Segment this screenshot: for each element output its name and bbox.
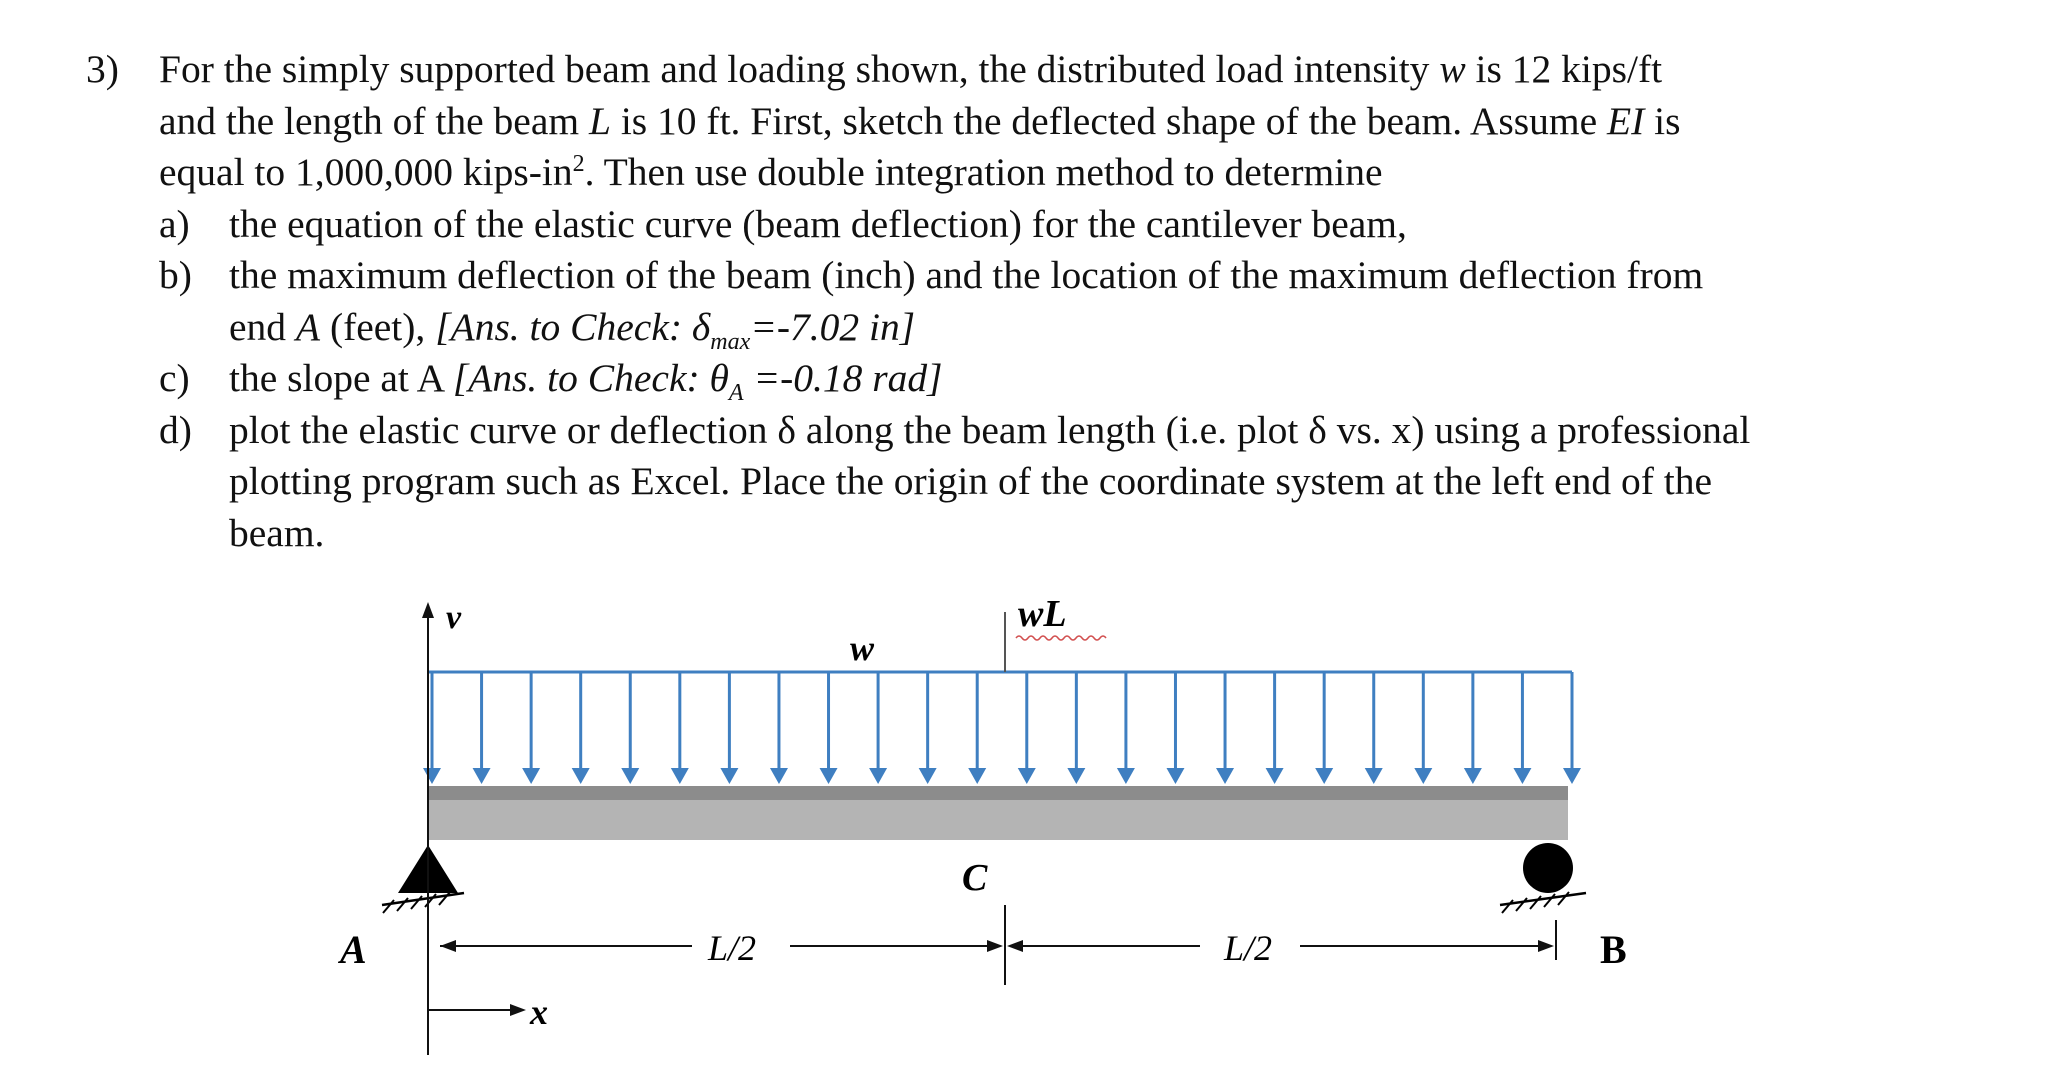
problem-number: 3) (86, 47, 119, 91)
problem-statement (86, 44, 1996, 559)
item-text: end (229, 304, 296, 349)
item-label: b) (159, 253, 192, 297)
load-arrow-head (1414, 768, 1432, 784)
dimension-lines (440, 905, 1556, 985)
ground-line-left (382, 893, 464, 905)
label-w: w (850, 628, 875, 668)
dim-arrowhead (1538, 940, 1554, 952)
item-label: c) (159, 356, 190, 400)
x-axis-arrowhead (510, 1004, 526, 1016)
roller-support-right (1523, 843, 1573, 893)
var-L: L (588, 98, 611, 143)
answer-check-c: [Ans. to Check: $\theta_A =-0.18$ rad] (452, 356, 943, 406)
ground-line-right (1500, 893, 1586, 905)
load-arrow-head (1067, 768, 1085, 784)
var-w: w (1439, 47, 1466, 91)
label-B: B (1600, 927, 1627, 972)
answer-check-b: [Ans. to Check: $\delta_{max}=-7.02$ in] (435, 304, 916, 355)
load-arrow-head (423, 768, 441, 784)
pin-support-left (398, 845, 458, 893)
var-A: A (295, 304, 321, 349)
load-arrow-head (1315, 768, 1333, 784)
intro-line-2 (86, 96, 1996, 148)
intro-text: is (1644, 98, 1681, 143)
load-arrow-head (522, 768, 540, 784)
beam-top-edge (428, 786, 1568, 800)
var-EI: EI (1606, 98, 1645, 143)
load-arrow-head (919, 768, 937, 784)
item-d-line-3: beam. (229, 510, 325, 555)
load-arrow-head (1464, 768, 1482, 784)
intro-text: . Then use double integration method to determine (584, 150, 1383, 194)
load-arrow-head (968, 768, 986, 784)
label-wL: wL (1018, 593, 1067, 635)
label-x: x (530, 992, 548, 1032)
item-c (86, 353, 1996, 405)
item-d-line-2: plotting program such as Excel. Place the origin of the coordinate system at the left end of the (229, 459, 1713, 503)
item-a (86, 199, 1996, 251)
intro-text: and the length of the beam (159, 98, 589, 143)
item-d (86, 405, 1996, 457)
load-arrow-head (820, 768, 838, 784)
item-text: (feet), (320, 304, 436, 349)
distributed-load (423, 672, 1581, 784)
load-arrow-head (1365, 768, 1383, 784)
label-A: A (340, 927, 367, 972)
load-arrow-head (621, 768, 639, 784)
load-arrow-head (572, 768, 590, 784)
load-arrow-head (671, 768, 689, 784)
dim-arrowhead (987, 940, 1003, 952)
load-arrow-head (1563, 768, 1581, 784)
label-v: v (446, 599, 462, 636)
item-b-line-2 (86, 302, 1996, 354)
intro-line-1 (86, 44, 1996, 96)
load-arrow-head (1018, 768, 1036, 784)
intro-text: is 12 kips/ft (1465, 47, 1663, 91)
item-text: the maximum deflection of the beam (inch) and the location of the maximum deflection from (229, 253, 1704, 297)
load-arrow-head (1117, 768, 1135, 784)
ground-hatch-left (383, 892, 450, 913)
resultant-underline-wave (1016, 636, 1106, 640)
load-arrow-head (1216, 768, 1234, 784)
item-text: plot the elastic curve or deflection δ along the beam length (i.e. plot δ vs. x) using a professional (229, 407, 1751, 452)
v-axis-arrowhead (422, 602, 434, 618)
intro-text: For the simply supported beam and loading shown, the distributed load intensity (159, 47, 1440, 91)
intro-line-3 (86, 147, 1996, 199)
beam (428, 800, 1568, 840)
dim-arrowhead (440, 940, 456, 952)
label-C: C (962, 857, 988, 899)
load-arrow-head (770, 768, 788, 784)
item-b (86, 250, 1996, 302)
load-arrow-head (473, 768, 491, 784)
intro-text: is 10 ft. First, sketch the deflected shape of the beam. Assume (610, 98, 1607, 143)
item-label: d) (159, 407, 192, 452)
label-span-right: L/2 (1224, 928, 1273, 968)
intro-text: equal to 1,000,000 kips-in (159, 150, 573, 194)
load-arrow-head (720, 768, 738, 784)
item-text: the slope at A (229, 356, 453, 400)
label-span-left: L/2 (708, 928, 757, 968)
item-label: a) (159, 201, 190, 246)
load-arrow-head (1266, 768, 1284, 784)
superscript: 2 (572, 150, 585, 177)
item-text: the equation of the elastic curve (beam deflection) for the cantilever beam, (229, 201, 1407, 246)
load-arrow-head (1513, 768, 1531, 784)
load-arrow-head (869, 768, 887, 784)
load-arrow-head (1166, 768, 1184, 784)
dim-arrowhead (1007, 940, 1023, 952)
ground-hatch-right (1502, 892, 1569, 913)
